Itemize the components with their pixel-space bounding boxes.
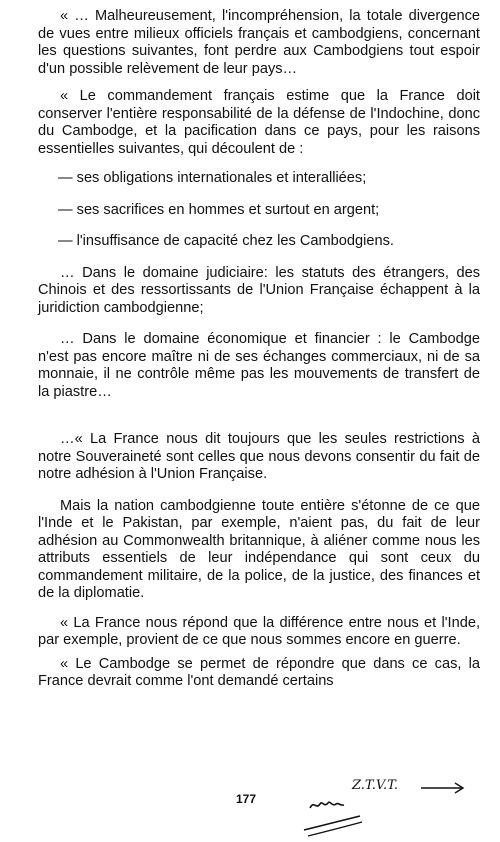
signature-icon — [300, 796, 370, 842]
page-footer — [0, 778, 500, 842]
paragraph-intro: « … Malheureusement, l'incompréhension, la totale divergence de vues entre milieux officiels français et cambodgiens, concernant les questions suivantes, font perdre aux Cambodgiens tout espoir d'un possible relèvement de leur pays… — [38, 8, 480, 77]
bullet-insufficiency: — l'insuffisance de capacité chez les Cambodgiens. — [58, 233, 394, 249]
paragraph-commonwealth: Mais la nation cambodgienne toute entière s'étonne de ce que l'Inde et le Pakistan, par exemple, n'aient pas, du fait de leur adhésion au Commonwealth britannique, à aliéner comme nous les attributs essentiels de leur indépendance qui sont ceux du commandement militaire, de la police, de la justice, des finances et de la diplomatie. — [38, 497, 480, 601]
paragraph-response: « Le Cambodge se permet de répondre que dans ce cas, la France devrait comme l'ont demandé certains — [38, 655, 480, 689]
page-number: 177 — [236, 792, 257, 806]
bullet-obligations: — ses obligations internationales et interalliées; — [58, 170, 367, 186]
arrow-right-icon — [420, 782, 466, 794]
bullet-sacrifices: — ses sacrifices en hommes et surtout en argent; — [58, 201, 380, 218]
paragraph-judicial: … Dans le domaine judiciaire: les statuts des étrangers, des Chinois et des ressortissants de l'Union Française échappent à la juridiction cambodgienne; — [38, 264, 480, 316]
paragraph-war: « La France nous répond que la différence entre nous et l'Inde, par exemple, provient de ce que nous sommes encore en guerre. — [38, 614, 480, 648]
handwritten-initials: Z.T.V.T. — [352, 778, 398, 793]
paragraph-command: « Le commandement français estime que la France doit conserver l'entière responsabilité de la défense de l'Indochine, donc du Cambodge, et la pacification dans ce pays, pour les raisons essentielles suivantes, qui découlent de : — [38, 88, 480, 157]
paragraph-economic: … Dans le domaine économique et financier : le Cambodge n'est pas encore maître ni de ses échanges commerciaux, ni de sa monnaie, il ne contrôle même pas les mouvements de transfert de la piastre… — [38, 331, 480, 400]
paragraph-restrictions: …« La France nous dit toujours que les seules restrictions à notre Souveraineté sont celles que nous devons consentir du fait de notre adhésion à l'Union Française. — [38, 431, 480, 482]
